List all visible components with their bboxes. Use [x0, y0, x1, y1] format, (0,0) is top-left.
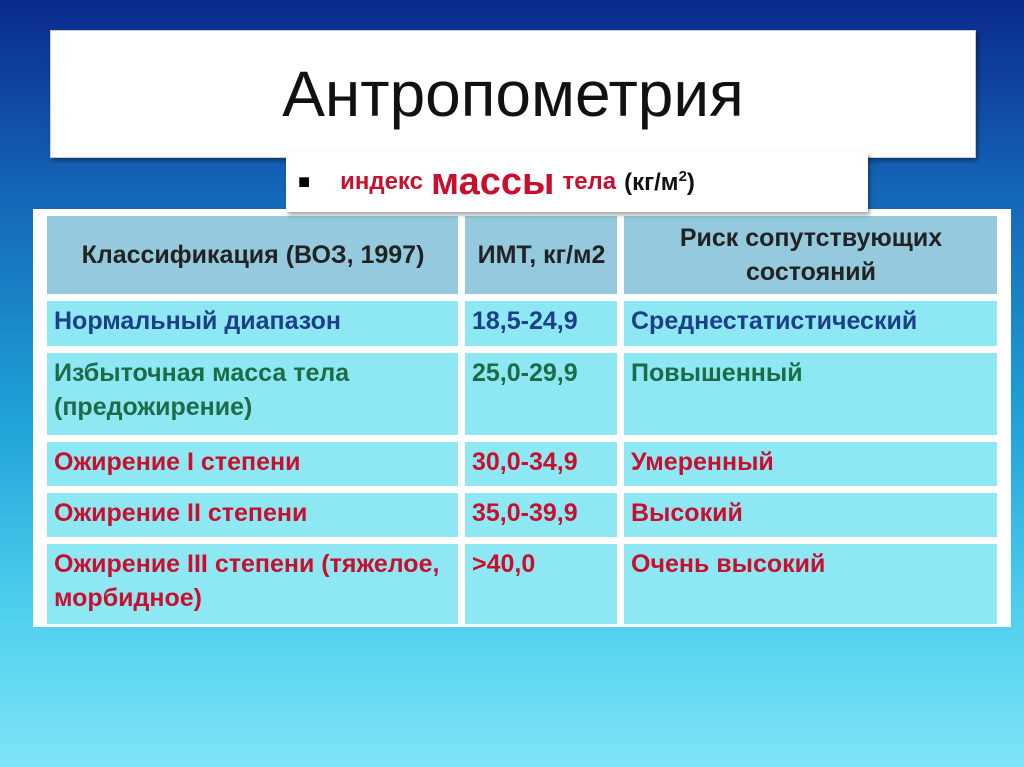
- subtitle-box: [286, 152, 868, 212]
- row-bmi: 35,0-39,9: [465, 493, 617, 537]
- table-row: [47, 442, 997, 486]
- row-risk: Высокий: [624, 493, 997, 537]
- table-row: [47, 493, 997, 537]
- row-risk: Повышенный: [624, 353, 997, 435]
- subtitle-part3: тела: [562, 168, 617, 195]
- subtitle-unit: [624, 168, 695, 197]
- row-bmi: 25,0-29,9: [465, 353, 617, 435]
- row-bmi: >40,0: [465, 544, 617, 624]
- row-bmi: 30,0-34,9: [465, 442, 617, 486]
- subtitle-unit-base: (кг/м: [624, 168, 679, 196]
- subtitle-unit-sup: 2: [678, 167, 687, 185]
- row-classification: Нормальный диапазон: [47, 301, 458, 346]
- header-risk: Риск сопутствующих состояний: [624, 216, 997, 294]
- table-row: [47, 353, 997, 435]
- table-header-row: [47, 216, 997, 294]
- row-classification: Ожирение II степени: [47, 493, 458, 537]
- subtitle-part2: массы: [430, 160, 555, 203]
- header-bmi: ИМТ, кг/м2: [465, 216, 617, 294]
- table-row: [47, 544, 997, 624]
- bmi-table-container: [33, 209, 1011, 627]
- row-risk: Очень высокий: [624, 544, 997, 624]
- row-classification: Ожирение III степени (тяжелое, морбидное): [47, 544, 458, 624]
- row-classification: Избыточная масса тела (предожирение): [47, 353, 458, 435]
- row-classification: Ожирение I степени: [47, 442, 458, 486]
- header-classification: Классификация (ВОЗ, 1997): [47, 216, 458, 294]
- page-title: Антропометрия: [282, 58, 744, 130]
- row-risk: Среднестатистический: [624, 301, 997, 346]
- bullet-icon: ■: [298, 170, 311, 193]
- subtitle-part1: индекс: [340, 168, 423, 195]
- subtitle-unit-close: ): [686, 168, 695, 196]
- table-row: [47, 301, 997, 346]
- title-box: [50, 30, 976, 158]
- row-risk: Умеренный: [624, 442, 997, 486]
- row-bmi: 18,5-24,9: [465, 301, 617, 346]
- bmi-table: [40, 209, 1004, 631]
